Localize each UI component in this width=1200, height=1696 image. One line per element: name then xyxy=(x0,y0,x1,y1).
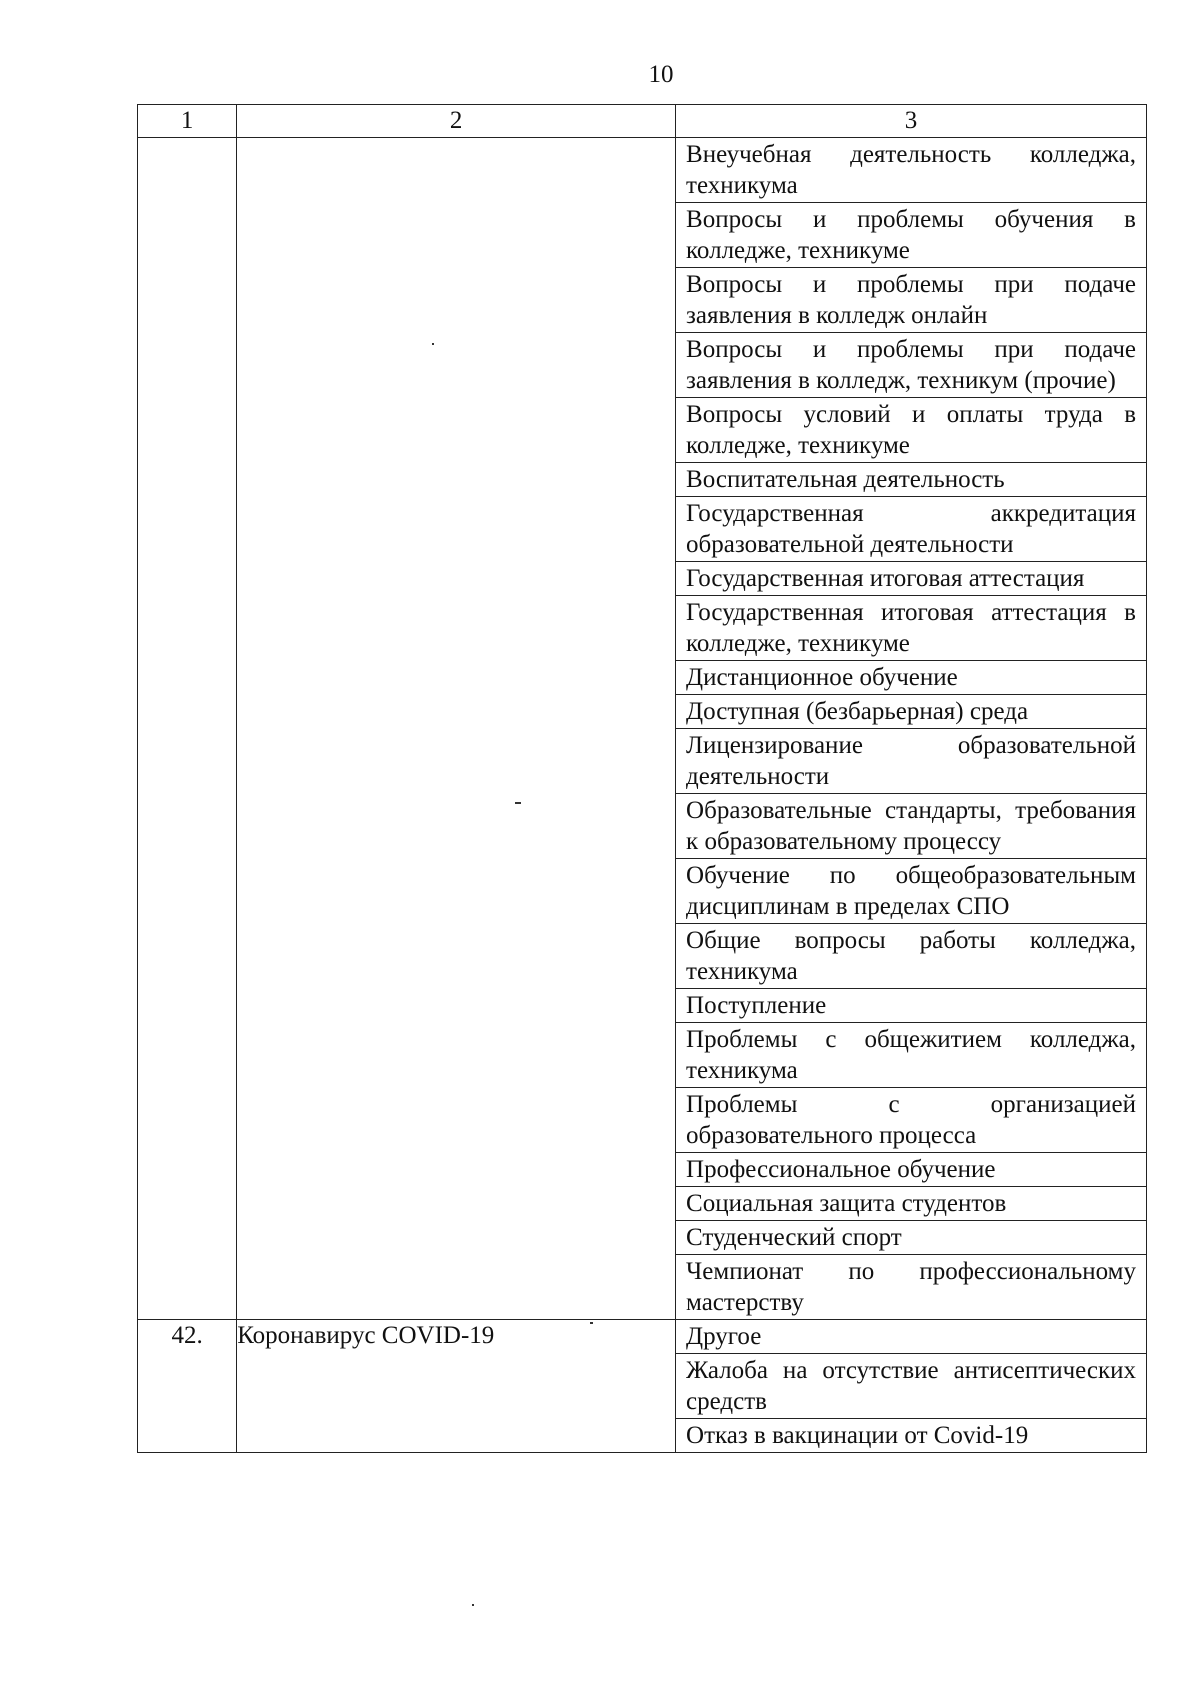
list-item: Воспитательная деятельность xyxy=(676,462,1146,496)
row-topic xyxy=(237,138,676,1320)
scan-speck xyxy=(472,1604,474,1606)
header-col-2: 2 xyxy=(237,105,676,138)
list-item: Студенческий спорт xyxy=(676,1220,1146,1254)
subtopics-list xyxy=(676,1320,1146,1452)
list-item: Отказ в вакцинации от Covid-19 xyxy=(676,1418,1146,1452)
table-row xyxy=(138,1320,1147,1453)
scan-speck xyxy=(432,343,434,345)
list-item: Проблемы с общежитием колледжа, техникума xyxy=(676,1022,1146,1087)
table-header-row xyxy=(138,105,1147,138)
list-item: Государственная итоговая аттестация в колледже, техникуме xyxy=(676,595,1146,660)
table-row xyxy=(138,138,1147,1320)
classification-table xyxy=(137,104,1147,1453)
subtopics-list xyxy=(676,138,1146,1319)
list-item: Государственная итоговая аттестация xyxy=(676,561,1146,595)
list-item: Социальная защита студентов xyxy=(676,1186,1146,1220)
scan-speck xyxy=(515,802,521,804)
list-item: Вопросы и проблемы обучения в колледже, техникуме xyxy=(676,202,1146,267)
list-item: Образовательные стандарты, требования к образовательному процессу xyxy=(676,793,1146,858)
list-item: Доступная (безбарьерная) среда xyxy=(676,694,1146,728)
header-col-1: 1 xyxy=(138,105,237,138)
page-number: 10 xyxy=(648,61,674,88)
row-number: 42. xyxy=(138,1320,237,1453)
row-topic: Коронавирус COVID-19 xyxy=(237,1320,676,1453)
list-item: Поступление xyxy=(676,988,1146,1022)
scan-speck xyxy=(590,1322,593,1324)
subtopics-cell xyxy=(676,138,1147,1320)
row-number xyxy=(138,138,237,1320)
list-item: Дистанционное обучение xyxy=(676,660,1146,694)
list-item: Общие вопросы работы колледжа, техникума xyxy=(676,923,1146,988)
list-item: Обучение по общеобразовательным дисциплинам в пределах СПО xyxy=(676,858,1146,923)
list-item: Другое xyxy=(686,1323,762,1350)
list-item: Государственная аккредитация образовательной деятельности xyxy=(676,496,1146,561)
list-item: Вопросы условий и оплаты труда в колледже, техникуме xyxy=(676,397,1146,462)
list-item: Лицензирование образовательной деятельности xyxy=(676,728,1146,793)
list-item: Чемпионат по профессиональному мастерству xyxy=(676,1254,1146,1319)
list-item: Жалоба на отсутствие антисептических средств xyxy=(676,1353,1146,1418)
subtopics-cell xyxy=(676,1320,1147,1453)
header-col-3: 3 xyxy=(676,105,1147,138)
list-item: Внеучебная деятельность колледжа, техникума xyxy=(686,141,1136,199)
list-item: Проблемы с организацией образовательного процесса xyxy=(676,1087,1146,1152)
list-item: Профессиональное обучение xyxy=(676,1152,1146,1186)
list-item: Вопросы и проблемы при подаче заявления в колледж, техникум (прочие) xyxy=(676,332,1146,397)
list-item: Вопросы и проблемы при подаче заявления в колледж онлайн xyxy=(676,267,1146,332)
